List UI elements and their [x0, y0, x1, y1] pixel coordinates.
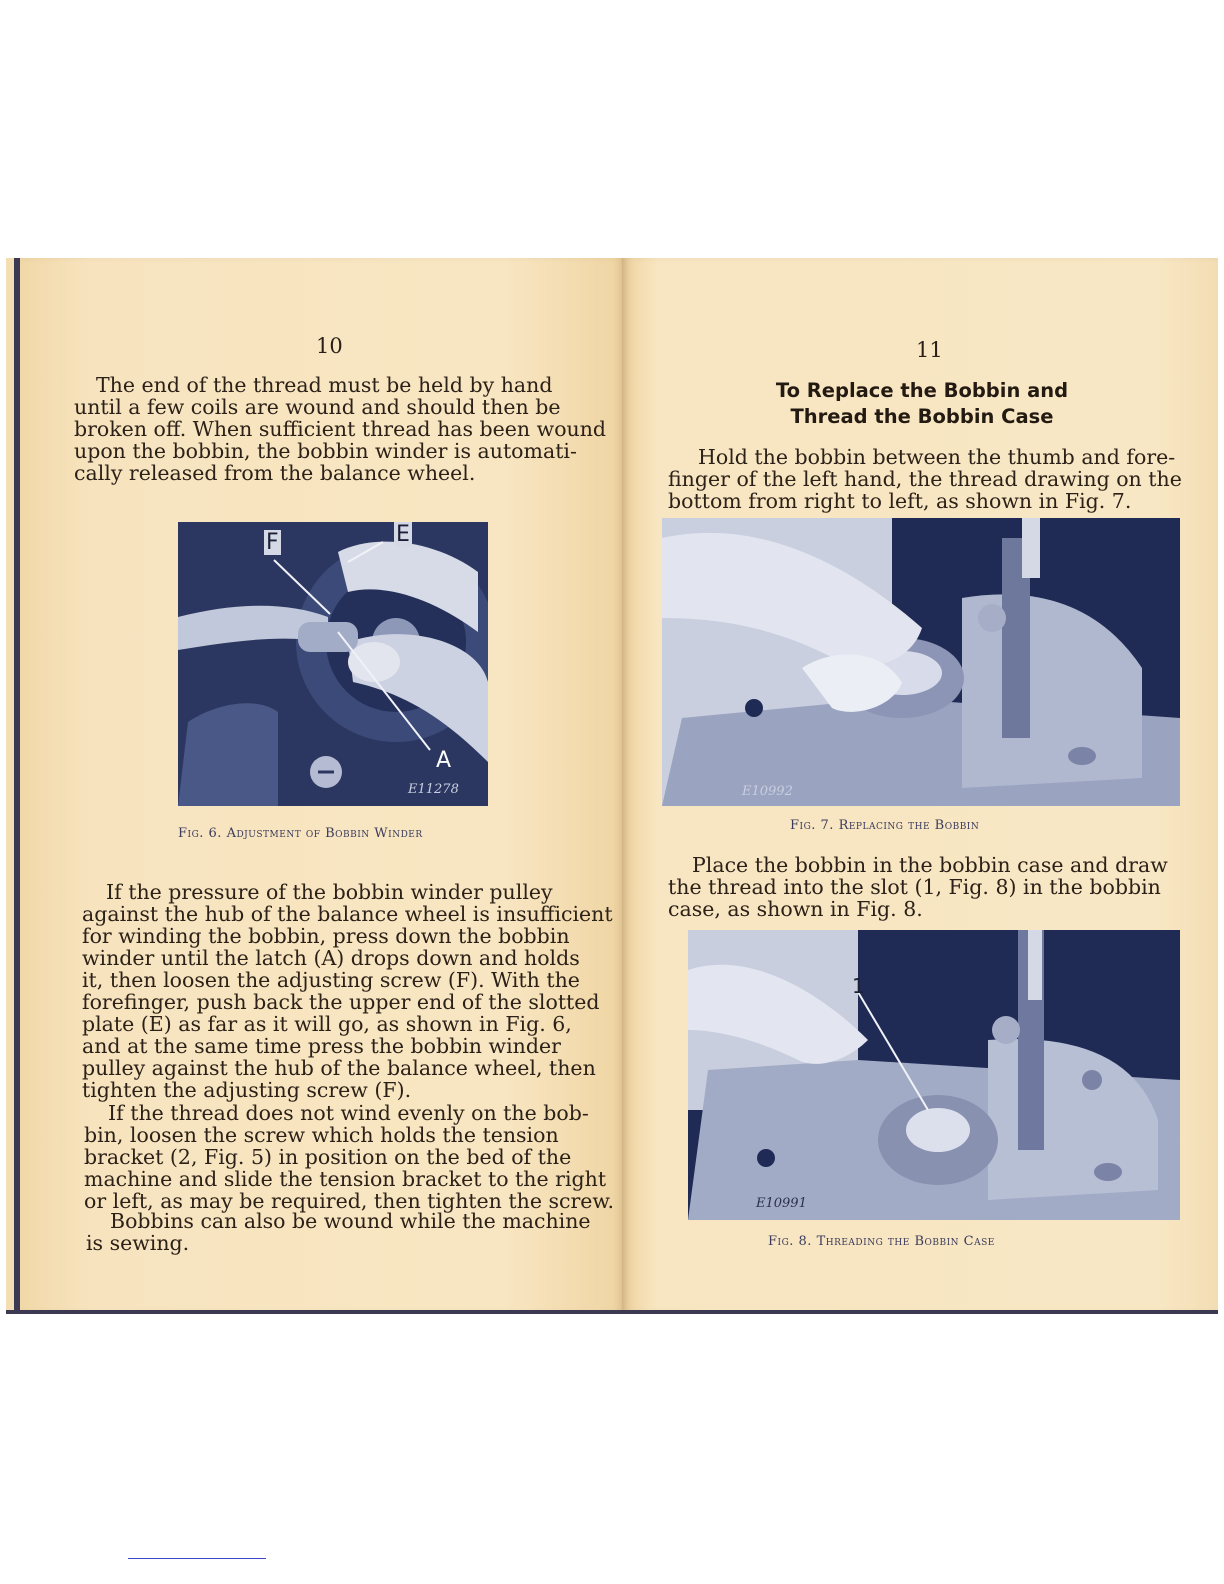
figure-label-1: 1 — [852, 974, 865, 998]
text-line: bottom from right to left, as shown in Fig. 7. — [668, 489, 1132, 513]
book-bottom-edge — [6, 1310, 1218, 1314]
text-line: the thread into the slot (1, Fig. 8) in the bobbin — [668, 875, 1161, 899]
replacing-bobbin-illustration — [662, 518, 1180, 806]
text-line: winder until the latch (A) drops down and holds — [82, 946, 580, 970]
pressure-paragraph — [82, 880, 613, 1102]
text-line: plate (E) as far as it will go, as shown in Fig. 6, — [82, 1012, 572, 1036]
text-line: cally released from the balance wheel. — [74, 461, 476, 485]
right-page — [622, 258, 1218, 1312]
figure-label-a: A — [436, 748, 452, 773]
text-line: bin, loosen the screw which holds the tension — [84, 1123, 559, 1147]
text-line: Place the bobbin in the bobbin case and draw — [692, 853, 1168, 877]
figure-code: E10991 — [756, 1196, 807, 1211]
text-line: until a few coils are wound and should then be — [74, 395, 561, 419]
text-line: against the hub of the balance wheel is insufficient — [82, 902, 613, 926]
text-line: finger of the left hand, the thread drawing on the — [668, 467, 1182, 491]
text-line: forefinger, push back the upper end of the slotted — [82, 990, 600, 1014]
figure-code: E10992 — [742, 784, 793, 799]
text-line: and at the same time press the bobbin winder — [82, 1034, 561, 1058]
text-line: bracket (2, Fig. 5) in position on the bed of the — [84, 1145, 572, 1169]
page-number: 10 — [316, 334, 343, 358]
text-line: Hold the bobbin between the thumb and fore- — [698, 445, 1176, 469]
text-line: pulley against the hub of the balance wheel, then — [82, 1056, 596, 1080]
text-line: If the pressure of the bobbin winder pulley — [106, 880, 553, 904]
text-line: broken off. When sufficient thread has been wound — [74, 417, 607, 441]
heading-line: Thread the Bobbin Case — [790, 405, 1054, 428]
figure-7-caption: Fig. 7. Replacing the Bobbin — [790, 818, 980, 833]
threading-bobbin-case-illustration — [688, 930, 1180, 1220]
text-line: upon the bobbin, the bobbin winder is automati- — [74, 439, 577, 463]
text-line: The end of the thread must be held by hand — [96, 373, 553, 397]
sewing-paragraph — [86, 1210, 604, 1254]
text-line: case, as shown in Fig. 8. — [668, 897, 923, 921]
figure-code: E11278 — [408, 782, 459, 797]
book-spread — [6, 258, 1218, 1314]
text-line: is sewing. — [86, 1231, 190, 1255]
text-line: or left, as may be required, then tighten the screw. — [84, 1189, 615, 1213]
figure-8-photo — [688, 930, 1180, 1220]
hold-bobbin-paragraph — [668, 446, 1180, 512]
place-bobbin-paragraph — [668, 854, 1180, 920]
figure-label-f: F — [266, 530, 279, 555]
text-line: it, then loosen the adjusting screw (F). With the — [82, 968, 580, 992]
text-line: Bobbins can also be wound while the machine — [110, 1209, 591, 1233]
figure-7-photo — [662, 518, 1180, 806]
heading-line: To Replace the Bobbin and — [775, 379, 1069, 402]
text-line: machine and slide the tension bracket to the right — [84, 1167, 607, 1191]
figure-6-caption: Fig. 6. Adjustment of Bobbin Winder — [178, 826, 423, 841]
figure-8-caption: Fig. 8. Threading the Bobbin Case — [768, 1234, 995, 1249]
figure-6-photo — [178, 522, 488, 806]
figure-label-e: E — [396, 522, 410, 547]
left-page — [14, 258, 625, 1312]
page-number: 11 — [916, 338, 943, 362]
footer-rule — [128, 1558, 266, 1559]
section-heading — [722, 378, 1122, 430]
intro-paragraph — [74, 373, 607, 485]
text-line: tighten the adjusting screw (F). — [82, 1078, 412, 1102]
tension-paragraph — [84, 1101, 615, 1213]
text-line: If the thread does not wind evenly on the bob- — [108, 1101, 589, 1125]
text-line: for winding the bobbin, press down the bobbin — [82, 924, 570, 948]
